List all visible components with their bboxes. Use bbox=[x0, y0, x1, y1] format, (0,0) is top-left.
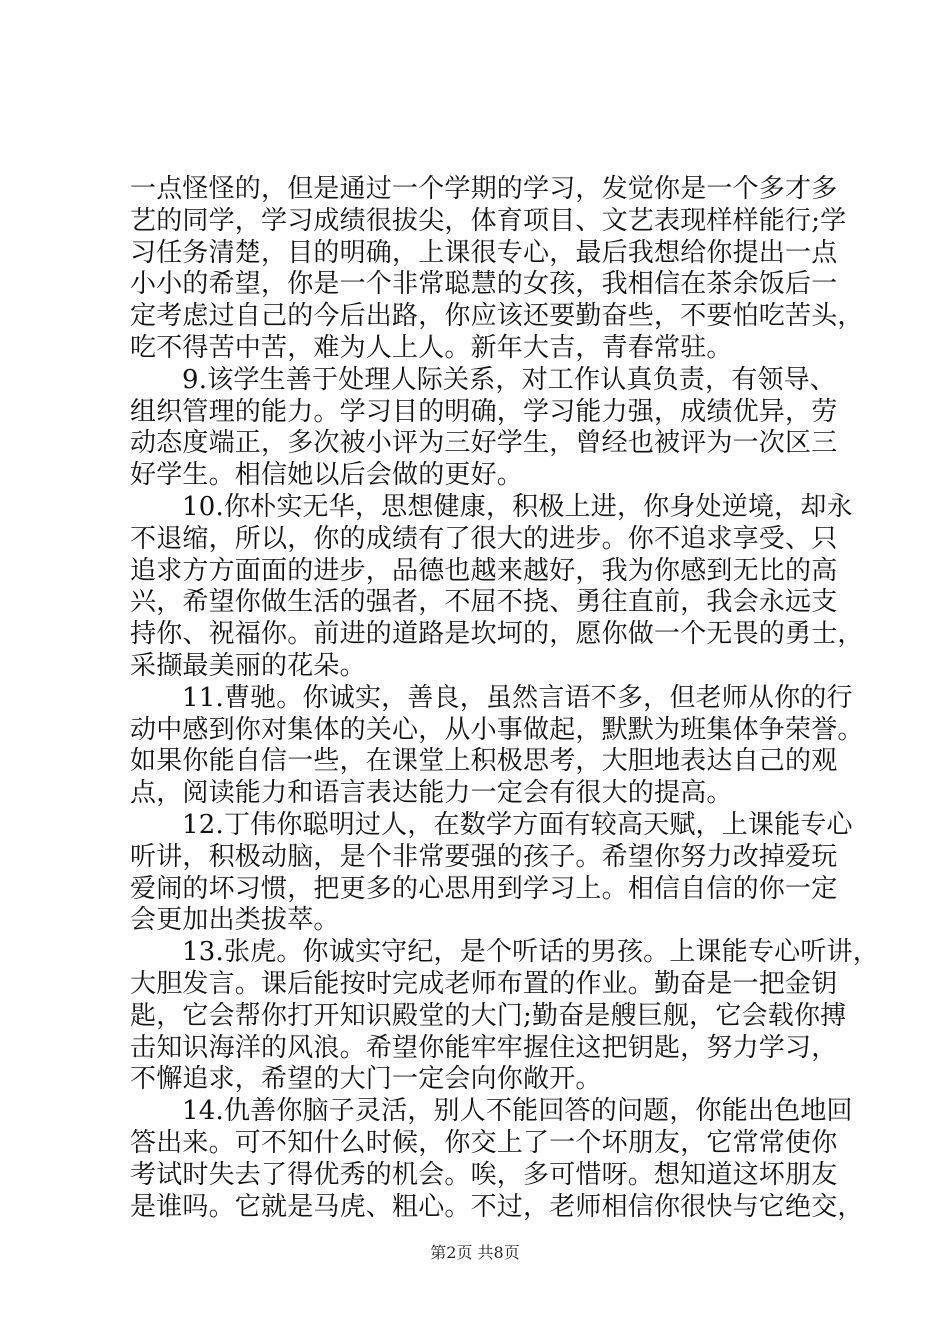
page-footer: 第2页 共8页 bbox=[430, 1243, 520, 1262]
body-text bbox=[130, 174, 879, 1223]
text-line: 采撷最美丽的花朵。 bbox=[130, 650, 366, 681]
text-line: 组织管理的能力。学习目的明确，学习能力强，成绩优异，劳 bbox=[130, 396, 838, 427]
text-line: 会更加出类拔萃。 bbox=[130, 905, 340, 936]
text-line: 兴，希望你做生活的强者，不屈不挠、勇往直前，我会永远支 bbox=[130, 587, 838, 618]
text-line: 小小的希望，你是一个非常聪慧的女孩，我相信在茶余饭后一 bbox=[130, 269, 838, 300]
text-line: 13.张虎。你诚实守纪，是个听话的男孩。上课能专心听讲， bbox=[182, 937, 879, 968]
text-line: 10.你朴实无华，思想健康，积极上进，你身处逆境，却永 bbox=[182, 491, 853, 522]
text-line: 持你、祝福你。前进的道路是坎坷的，愿你做一个无畏的勇士， bbox=[130, 619, 864, 650]
text-line: 考试时失去了得优秀的机会。唉，多可惜呀。想知道这坏朋友 bbox=[130, 1159, 838, 1190]
text-line: 11.曹驰。你诚实，善良，虽然言语不多，但老师从你的行 bbox=[182, 682, 853, 713]
text-line: 是谁吗。它就是马虎、粗心。不过，老师相信你很快与它绝交， bbox=[130, 1191, 864, 1222]
text-line: 14.仇善你脑子灵活，别人不能回答的问题，你能出色地回 bbox=[182, 1096, 853, 1127]
text-line: 习任务清楚，目的明确，上课很专心，最后我想给你提出一点 bbox=[130, 237, 838, 268]
text-line: 爱闹的坏习惯，把更多的心思用到学习上。相信自信的你一定 bbox=[130, 873, 838, 904]
text-line: 点，阅读能力和语言表达能力一定会有很大的提高。 bbox=[130, 778, 733, 809]
text-line: 9.该学生善于处理人际关系，对工作认真负责，有领导、 bbox=[182, 364, 837, 395]
text-line: 一点怪怪的，但是通过一个学期的学习，发觉你是一个多才多 bbox=[130, 174, 838, 204]
text-line: 艺的同学，学习成绩很拔尖，体育项目、文艺表现样样能行;学 bbox=[130, 205, 847, 236]
text-line: 吃不得苦中苦，难为人上人。新年大吉，青春常驻。 bbox=[130, 332, 733, 363]
text-line: 听讲，积极动脑，是个非常要强的孩子。希望你努力改掉爱玩 bbox=[130, 841, 838, 872]
text-line: 好学生。相信她以后会做的更好。 bbox=[130, 460, 524, 491]
text-line: 大胆发言。课后能按时完成老师布置的作业。勤奋是一把金钥 bbox=[130, 968, 838, 999]
text-line: 不退缩，所以，你的成绩有了很大的进步。你不追求享受、只 bbox=[130, 523, 838, 554]
text-line: 定考虑过自己的今后出路，你应该还要勤奋些，不要怕吃苦头， bbox=[130, 301, 864, 332]
text-line: 答出来。可不知什么时候，你交上了一个坏朋友，它常常使你 bbox=[130, 1127, 838, 1158]
text-line: 匙，它会帮你打开知识殿堂的大门;勤奋是艘巨舰，它会载你搏 bbox=[130, 1000, 847, 1031]
text-line: 追求方方面面的进步，品德也越来越好，我为你感到无比的高 bbox=[130, 555, 838, 586]
text-line: 不懈追求，希望的大门一定会向你敞开。 bbox=[130, 1064, 602, 1095]
text-line: 击知识海洋的风浪。希望你能牢牢握住这把钥匙，努力学习， bbox=[130, 1032, 838, 1063]
text-line: 如果你能自信一些，在课堂上积极思考，大胆地表达自己的观 bbox=[130, 746, 838, 777]
text-line: 12.丁伟你聪明过人，在数学方面有较高天赋，上课能专心 bbox=[182, 809, 853, 840]
text-line: 动中感到你对集体的关心，从小事做起，默默为班集体争荣誉。 bbox=[130, 714, 864, 745]
text-line: 动态度端正，多次被小评为三好学生，曾经也被评为一次区三 bbox=[130, 428, 838, 459]
